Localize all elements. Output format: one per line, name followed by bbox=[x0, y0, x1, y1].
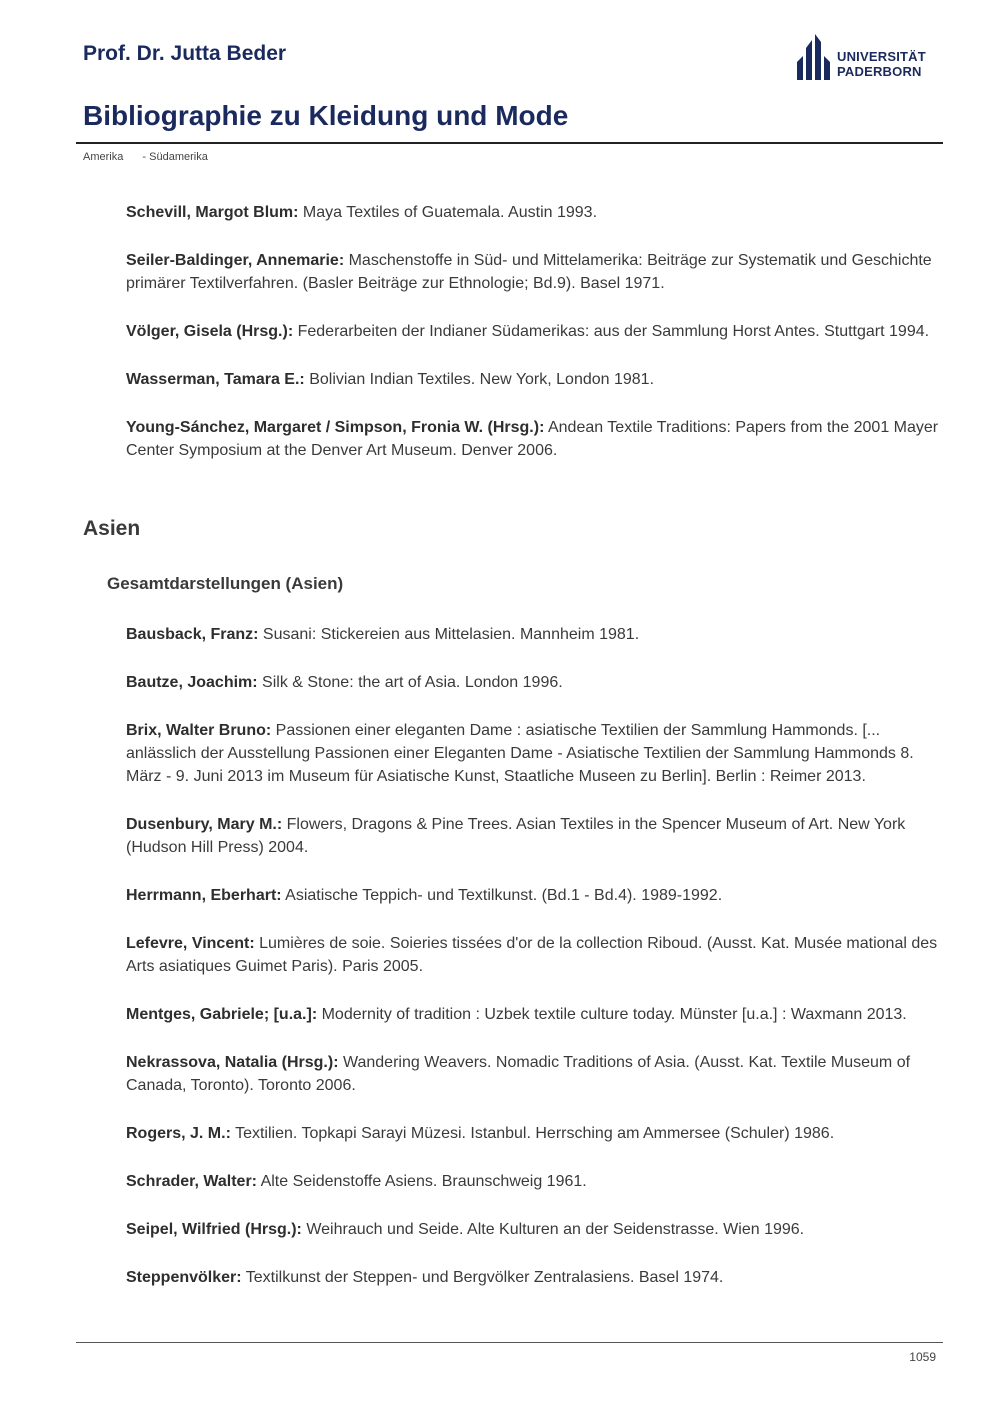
bibliography-entry bbox=[126, 719, 940, 788]
entry-text: Textilkunst der Steppen- und Bergvölker Zentralasiens. Basel 1974. bbox=[241, 1269, 724, 1286]
entry-text: Asiatische Teppich- und Textilkunst. (Bd.1 - Bd.4). 1989-1992. bbox=[281, 887, 723, 904]
bibliography-entry bbox=[126, 884, 940, 907]
entry-author: Seipel, Wilfried (Hrsg.): bbox=[126, 1221, 302, 1238]
entry-author: Nekrassova, Natalia (Hrsg.): bbox=[126, 1054, 339, 1071]
entry-text: Weihrauch und Seide. Alte Kulturen an der Seidenstrasse. Wien 1996. bbox=[301, 1221, 805, 1238]
entry-text: Maschenstoffe in Süd- und Mittelamerika: Beiträge zur Systematik und Geschichte primärer Textilverfahren. (Basler Beiträge zur Ethnologie; Bd.9). Basel 1971. bbox=[126, 252, 932, 292]
bibliography-entry bbox=[126, 623, 940, 646]
bibliography-list-suedamerika bbox=[126, 201, 940, 487]
bibliography-entry bbox=[126, 813, 940, 859]
entry-text: Passionen einer eleganten Dame : asiatische Textilien der Sammlung Hammonds. [... anlässlich der Ausstellung Passionen einer Eleganten Dame - Asiatische Textilien der Sammlung Hammonds 8. März - 9. Juni 2013 im Museum für Asiatische Kunst, Staatliche Museen zu Berlin]. Berlin : Reimer 2013. bbox=[126, 722, 914, 785]
bibliography-entry bbox=[126, 320, 940, 343]
breadcrumb-item: - Südamerika bbox=[142, 151, 208, 163]
entry-author: Steppenvölker: bbox=[126, 1269, 242, 1286]
entry-text: Alte Seidenstoffe Asiens. Braunschweig 1961. bbox=[257, 1173, 587, 1190]
footer-divider bbox=[76, 1342, 943, 1343]
entry-text: Flowers, Dragons & Pine Trees. Asian Textiles in the Spencer Museum of Art. New York (Hudson Hill Press) 2004. bbox=[126, 816, 906, 856]
bibliography-entry bbox=[126, 1003, 940, 1026]
entry-text: Wandering Weavers. Nomadic Traditions of Asia. (Ausst. Kat. Textile Museum of Canada, Toronto). Toronto 2006. bbox=[126, 1054, 911, 1094]
entry-author: Völger, Gisela (Hrsg.): bbox=[126, 323, 294, 340]
bibliography-entry bbox=[126, 1122, 940, 1145]
entry-author: Bautze, Joachim: bbox=[126, 674, 258, 691]
page-number: 1059 bbox=[909, 1350, 936, 1364]
header-divider bbox=[76, 142, 943, 144]
breadcrumb-item: Amerika bbox=[83, 151, 124, 163]
entry-author: Lefevre, Vincent: bbox=[126, 935, 255, 952]
entry-author: Young-Sánchez, Margaret / Simpson, Fronia W. (Hrsg.): bbox=[126, 419, 545, 436]
subsection-heading: Gesamtdarstellungen (Asien) bbox=[107, 574, 344, 593]
bibliography-entry bbox=[126, 368, 940, 391]
bibliography-entry bbox=[126, 671, 940, 694]
entry-text: Textilien. Topkapi Sarayi Müzesi. Istanbul. Herrsching am Ammersee (Schuler) 1986. bbox=[230, 1125, 835, 1142]
entry-text: Lumières de soie. Soieries tissées d'or de la collection Riboud. (Ausst. Kat. Musée mational des Arts asiatiques Guimet Paris). Paris 2005. bbox=[126, 935, 938, 975]
bibliography-entry bbox=[126, 249, 940, 295]
entry-text: Susani: Stickereien aus Mittelasien. Mannheim 1981. bbox=[258, 626, 640, 643]
author-name: Prof. Dr. Jutta Beder bbox=[83, 42, 287, 65]
logo-line-2: PADERBORN bbox=[837, 64, 922, 79]
bibliography-entry bbox=[126, 1218, 940, 1241]
logo-line-1: UNIVERSITÄT bbox=[837, 49, 926, 64]
entry-author: Rogers, J. M.: bbox=[126, 1125, 231, 1142]
document-title: Bibliographie zu Kleidung und Mode bbox=[83, 100, 569, 131]
entry-author: Herrmann, Eberhart: bbox=[126, 887, 282, 904]
entry-author: Seiler-Baldinger, Annemarie: bbox=[126, 252, 345, 269]
bibliography-entry bbox=[126, 1266, 940, 1289]
entry-author: Brix, Walter Bruno: bbox=[126, 722, 272, 739]
university-logo bbox=[795, 32, 935, 82]
breadcrumb bbox=[83, 151, 208, 163]
bibliography-entry bbox=[126, 201, 940, 224]
bibliography-entry bbox=[126, 416, 940, 462]
entry-text: Modernity of tradition : Uzbek textile culture today. Münster [u.a.] : Waxmann 2013. bbox=[317, 1006, 907, 1023]
entry-author: Mentges, Gabriele; [u.a.]: bbox=[126, 1006, 318, 1023]
university-logo-icon bbox=[795, 32, 835, 82]
entry-author: Wasserman, Tamara E.: bbox=[126, 371, 305, 388]
bibliography-entry bbox=[126, 932, 940, 978]
bibliography-list-asien bbox=[126, 623, 940, 1314]
entry-author: Schrader, Walter: bbox=[126, 1173, 258, 1190]
bibliography-entry bbox=[126, 1051, 940, 1097]
entry-author: Schevill, Margot Blum: bbox=[126, 204, 299, 221]
section-heading: Asien bbox=[83, 517, 141, 540]
entry-text: Andean Textile Traditions: Papers from the 2001 Mayer Center Symposium at the Denver Art Museum. Denver 2006. bbox=[126, 419, 939, 459]
entry-author: Dusenbury, Mary M.: bbox=[126, 816, 283, 833]
entry-text: Silk & Stone: the art of Asia. London 1996. bbox=[257, 674, 563, 691]
bibliography-entry bbox=[126, 1170, 940, 1193]
entry-author: Bausback, Franz: bbox=[126, 626, 259, 643]
entry-text: Bolivian Indian Textiles. New York, London 1981. bbox=[304, 371, 655, 388]
entry-text: Federarbeiten der Indianer Südamerikas: aus der Sammlung Horst Antes. Stuttgart 1994. bbox=[293, 323, 930, 340]
entry-text: Maya Textiles of Guatemala. Austin 1993. bbox=[298, 204, 598, 221]
